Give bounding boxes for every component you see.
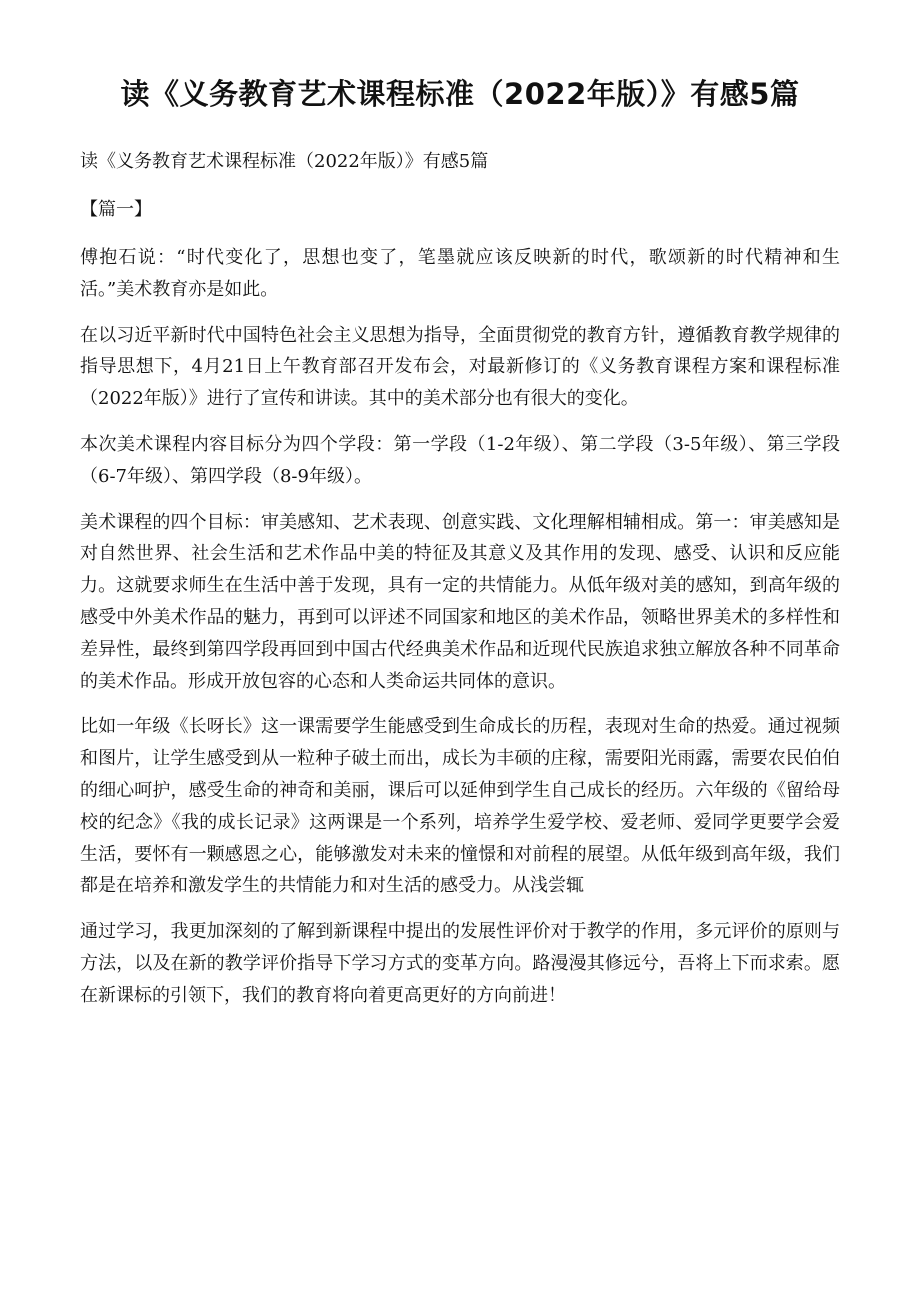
paragraph-4: 美术课程的四个目标：审美感知、艺术表现、创意实践、文化理解相辅相成。第一：审美感知是对自然世界、社会生活和艺术作品中美的特征及其意义及其作用的发现、感受、认识和反应能力。这就要求师生在生活中善于发现，具有一定的共情能力。从低年级对美的感知，到高年级的感受中外美术作品的魅力，再到可以评述不同国家和地区的美术作品，领略世界美术的多样性和差异性，最终到第四学段再回到中国古代经典美术作品和近现代民族追求独立解放各种不同革命的美术作品。形成开放包容的心态和人类命运共同体的意识。 — [80, 511, 840, 692]
paragraph-5: 比如一年级《长呀长》这一课需要学生能感受到生命成长的历程，表现对生命的热爱。通过视频和图片，让学生感受到从一粒种子破土而出，成长为丰硕的庄稼，需要阳光雨露，需要农民伯伯的细心呵护，感受生命的神奇和美丽，课后可以延伸到学生自己成长的经历。六年级的《留给母校的纪念》《我的成长记录》这两课是一个系列，培养学生爱学校、爱老师、爱同学更要学会爱生活，要怀有一颗感恩之心，能够激发对未来的憧憬和对前程的展望。从低年级到高年级，我们都是在培养和激发学生的共情能力和对生活的感受力。从浅尝辄 — [80, 716, 840, 897]
section-heading: 【篇一】 — [80, 199, 152, 220]
paragraph-1: 傅抱石说：“时代变化了，思想也变了，笔墨就应该反映新的时代，歌颂新的时代精神和生活。”美术教育亦是如此。 — [80, 247, 840, 300]
paragraph-3: 本次美术课程内容目标分为四个学段：第一学段（1-2年级）、第二学段（3-5年级）、第三学段（6-7年级）、第四学段（8-9年级）。 — [80, 433, 840, 487]
document-subtitle: 读《义务教育艺术课程标准（2022年版）》有感5篇 — [80, 151, 489, 172]
paragraph-2: 在以习近平新时代中国特色社会主义思想为指导，全面贯彻党的教育方针，遵循教育教学规律的指导思想下，4月21日上午教育部召开发布会，对最新修订的《义务教育课程方案和课程标准（2022年版）》进行了宣传和讲读。其中的美术部分也有很大的变化。 — [80, 324, 840, 410]
paragraph-6: 通过学习，我更加深刻的了解到新课程中提出的发展性评价对于教学的作用，多元评价的原则与方法，以及在新的教学评价指导下学习方式的变革方向。路漫漫其修远兮，吾将上下而求索。愿在新课标的引领下，我们的教育将向着更高更好的方向前进！ — [80, 921, 840, 1006]
document-title: 读《义务教育艺术课程标准（2022年版）》有感5篇 — [120, 77, 800, 111]
